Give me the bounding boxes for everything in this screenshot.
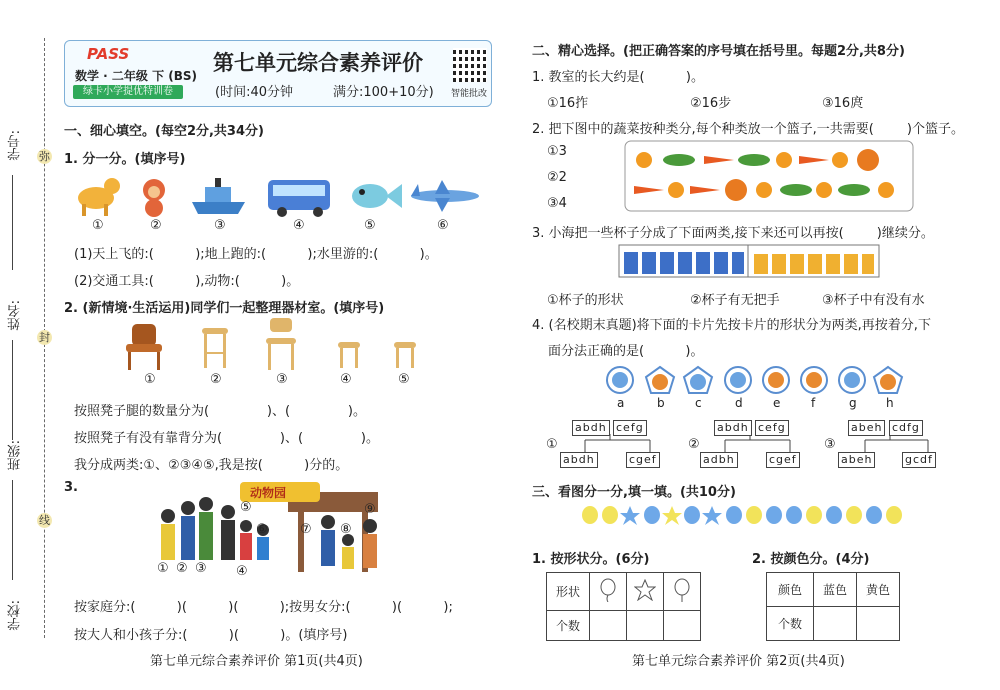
series-label: 绿卡小学提优特训卷: [73, 85, 183, 99]
q2-num-5: ⑤: [398, 372, 410, 387]
q3-line1[interactable]: 按家庭分:( )( )( );按男女分:( )( );: [74, 600, 453, 615]
yellow-cups: [754, 254, 874, 274]
small-stool-icon-4: [338, 342, 360, 368]
part1-heading: 一、细心填空。(每空2分,共34分): [64, 124, 264, 139]
p2-q4-stem1: 4. (名校期末真题)将下面的卡片先按卡片的形状分为两类,再按着分,下: [532, 318, 931, 333]
label-class: 班级:: [8, 440, 23, 471]
seal-mi: 弥: [39, 150, 50, 163]
p2-q3-opt2[interactable]: ②杯子有无把手: [690, 293, 780, 308]
p2-q2-opt1[interactable]: ①3: [547, 144, 567, 159]
card-label-b: b: [657, 396, 665, 410]
color-count-table: [766, 572, 900, 641]
time-limit: (时间:40分钟: [215, 85, 293, 100]
q1-line1[interactable]: (1)天上飞的:( );地上跑的:( );水里游的:( )。: [74, 247, 438, 262]
p2-q1-opt1[interactable]: ①16拃: [547, 96, 589, 111]
p2-q2-opt2[interactable]: ②2: [547, 170, 567, 185]
q3-num-3: ③: [195, 561, 207, 576]
card-label-a: a: [617, 396, 625, 410]
q1-num-3: ③: [214, 218, 226, 233]
monkey-icon: [143, 179, 165, 217]
subject-label: 数学 · 二年级 下 (BS): [75, 69, 198, 83]
p2-q2-stem[interactable]: 2. 把下图中的蔬菜按种类分,每个种类放一个篮子,一共需要( )个篮子。: [532, 122, 965, 137]
balloon-shape-icon: [590, 573, 627, 611]
q3-num-2: ②: [176, 561, 188, 576]
q1-stem: 1. 分一分。(填序号): [64, 152, 186, 167]
blue-count-cell[interactable]: [814, 607, 857, 641]
q4-opt-num-3[interactable]: ③: [824, 437, 836, 452]
p2-q2-opt3[interactable]: ③4: [547, 196, 567, 211]
part2-heading: 二、精心选择。(把正确答案的序号填在括号里。每题2分,共8分): [532, 44, 905, 59]
stool-icon: [202, 328, 228, 368]
zoo-sign-text: 动物园: [250, 486, 287, 500]
title-banner: [64, 40, 492, 107]
seal-xian: 线: [39, 514, 50, 527]
q3-num-5: ⑤: [240, 500, 252, 515]
q2-num-3: ③: [276, 372, 288, 387]
shape-row-label: 形状: [547, 573, 590, 611]
full-score: 满分:100+10分): [333, 85, 434, 100]
q4-opt1-top-left: abdh: [572, 420, 610, 436]
q3-num-9: ⑨: [364, 502, 376, 517]
footer-page2: 第七单元综合素养评价 第2页(共4页): [632, 654, 845, 669]
card-label-d: d: [735, 396, 743, 410]
q3-num-4: ④: [236, 564, 248, 579]
card-label-f: f: [811, 396, 816, 410]
color-header: 颜色: [767, 573, 814, 607]
q1-num-4: ④: [293, 218, 305, 233]
p3-q2-stem: 2. 按颜色分。(4分): [752, 552, 870, 567]
armchair-icon: [126, 324, 162, 370]
q4-opt2-top-right: cefg: [755, 420, 789, 436]
count-cell-2[interactable]: [627, 611, 664, 641]
star-shape-icon: [627, 573, 664, 611]
p2-q4-stem2[interactable]: 面分法正确的是( )。: [548, 344, 704, 359]
q1-num-2: ②: [150, 218, 162, 233]
q3-num-7: ⑦: [300, 522, 312, 537]
q1-num-5: ⑤: [364, 218, 376, 233]
q4-opt1-top-right: cefg: [613, 420, 647, 436]
part3-heading: 三、看图分一分,填一填。(共10分): [532, 485, 736, 500]
ship-icon: [192, 178, 245, 214]
card-label-e: e: [773, 396, 781, 410]
blank-class[interactable]: [12, 480, 13, 580]
q1-num-1: ①: [92, 218, 104, 233]
q3-num-8: ⑧: [340, 522, 352, 537]
p2-q3-stem[interactable]: 3. 小海把一些杯子分成了下面两类,接下来还可以再按( )继续分。: [532, 226, 934, 241]
q2-line2[interactable]: 按照凳子有没有靠背分为( )、( )。: [74, 431, 379, 446]
brand-logo: PASS: [87, 45, 130, 63]
q4-opt3-bottom-right: gcdf: [902, 452, 936, 468]
bus-icon: [268, 180, 330, 217]
blue-cups: [624, 252, 744, 274]
blank-name[interactable]: [12, 340, 13, 440]
q4-opt1-bottom-right: cgef: [626, 452, 660, 468]
yellow-count-cell[interactable]: [857, 607, 900, 641]
p2-q1-opt2[interactable]: ②16步: [690, 96, 732, 111]
blue-header: 蓝色: [814, 573, 857, 607]
color-count-label: 个数: [767, 607, 814, 641]
q2-stools: [120, 318, 430, 373]
shape-cards: [604, 365, 904, 395]
vegetables-picture: [624, 140, 914, 212]
q4-opt3-bottom-left: abeh: [838, 452, 875, 468]
card-label-c: c: [695, 396, 702, 410]
card-label-g: g: [849, 396, 857, 410]
cups-picture: [618, 244, 880, 278]
q4-opt2-bottom-left: adbh: [700, 452, 738, 468]
q4-opt1-bottom-left: abdh: [560, 452, 598, 468]
q4-opt2-bottom-right: cgef: [766, 452, 800, 468]
q1-pictures: [70, 172, 490, 222]
q3-stem: 3.: [64, 480, 78, 495]
count-cell-1[interactable]: [590, 611, 627, 641]
yellow-header: 黄色: [857, 573, 900, 607]
q2-num-1: ①: [144, 372, 156, 387]
qr-caption: 智能批改: [451, 89, 488, 99]
chair-icon: [266, 318, 296, 370]
label-school: 学校:: [8, 600, 23, 631]
q2-line1[interactable]: 按照凳子腿的数量分为( )、( )。: [74, 404, 366, 419]
q2-line3[interactable]: 我分成两类:①、②③④⑤,我是按( )分的。: [74, 458, 349, 473]
q1-line2[interactable]: (2)交通工具:( ),动物:( )。: [74, 274, 300, 289]
q4-opt-num-2[interactable]: ②: [688, 437, 700, 452]
q3-num-6: ⑥: [256, 522, 268, 537]
count-cell-3[interactable]: [664, 611, 701, 641]
q4-opt3-top-left: abeh: [848, 420, 885, 436]
p2-q1-opt3[interactable]: ③16庹: [822, 96, 864, 111]
q2-num-4: ④: [340, 372, 352, 387]
q3-line2[interactable]: 按大人和小孩子分:( )( )。(填序号): [74, 628, 348, 643]
p2-q3-opt1[interactable]: ①杯子的形状: [547, 293, 624, 308]
balloons-row: [580, 504, 920, 530]
airplane-icon: [411, 180, 479, 212]
q1-num-6: ⑥: [437, 218, 449, 233]
count-row-label: 个数: [547, 611, 590, 641]
p2-q1-stem[interactable]: 1. 教室的长大约是( )。: [532, 70, 705, 85]
blank-student-id[interactable]: [12, 175, 13, 270]
q4-opt2-top-left: abdh: [714, 420, 752, 436]
q2-stem: 2. (新情境·生活运用)同学们一起整理器材室。(填序号): [64, 301, 385, 316]
q2-num-2: ②: [210, 372, 222, 387]
seal-feng: 封: [39, 331, 50, 344]
shape-count-table: [546, 572, 701, 641]
q4-opt3-top-right: cdfg: [889, 420, 923, 436]
p3-q1-stem: 1. 按形状分。(6分): [532, 552, 650, 567]
fish-icon: [352, 184, 402, 208]
q4-opt-num-1[interactable]: ①: [546, 437, 558, 452]
page-title: 第七单元综合素养评价: [213, 50, 423, 75]
small-stool-icon-5: [394, 342, 416, 368]
round-balloon-shape-icon: [664, 573, 701, 611]
q3-num-1: ①: [157, 561, 169, 576]
footer-page1: 第七单元综合素养评价 第1页(共4页): [150, 654, 363, 669]
p2-q3-opt3[interactable]: ③杯子中有没有水: [822, 293, 925, 308]
card-label-h: h: [886, 396, 894, 410]
dog-icon: [78, 178, 120, 216]
label-name: 姓名:: [8, 300, 23, 331]
label-student-id: 学号:: [8, 130, 23, 161]
